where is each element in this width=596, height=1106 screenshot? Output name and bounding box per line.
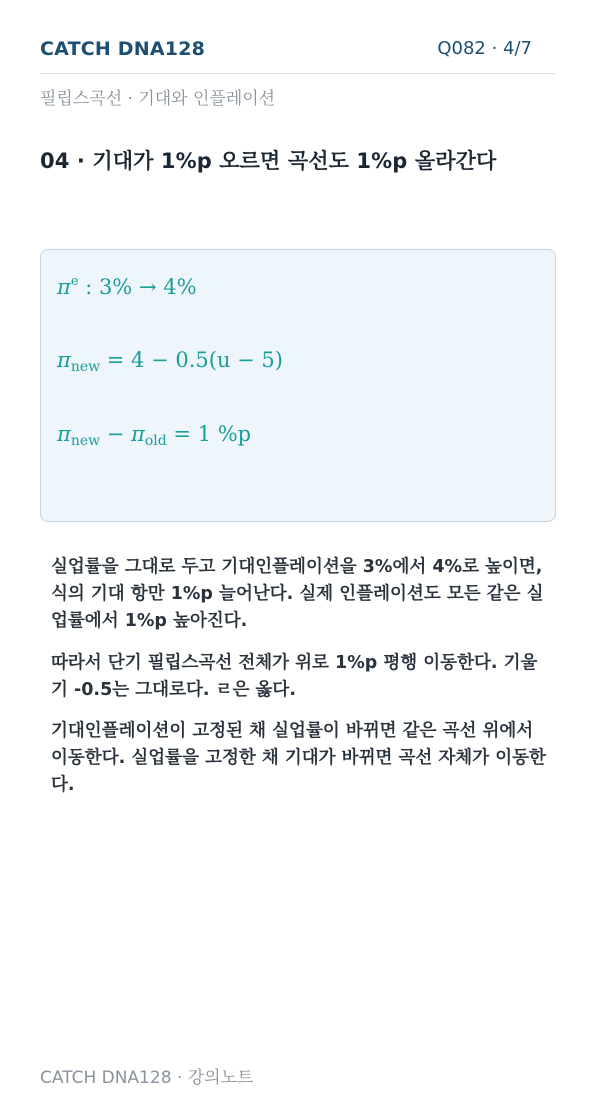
formula-expectation-change — [57, 274, 197, 299]
explanation-paragraph-3: 기대인플레이션이 고정된 채 실업률이 바뀌면 같은 곡선 위에서 이동한다. 실업률을 고정한 채 기대가 바뀌면 곡선 자체가 이동한다. — [51, 721, 546, 795]
formula-text: − — [100, 422, 132, 446]
formula-subscript: new — [70, 433, 101, 449]
formula-text: = 4 − 0.5(u − 5) — [100, 348, 283, 372]
formula-symbol: π — [57, 348, 71, 372]
formula-difference — [57, 422, 251, 449]
page-footer: CATCH DNA128 · 강의노트 — [40, 1068, 254, 1088]
formula-text: = 1 %p — [166, 422, 252, 446]
explanation-paragraph-2: 따라서 단기 필립스곡선 전체가 위로 1%p 평행 이동한다. 기울기 -0.5는 그대로다. ㄹ은 옳다. — [51, 653, 538, 700]
section-subtitle: 필립스곡선 · 기대와 인플레이션 — [40, 89, 276, 109]
formula-text: : 3% → 4% — [78, 275, 197, 299]
formula-box — [40, 249, 556, 522]
formula-symbol: π — [57, 275, 71, 299]
formula-superscript: e — [70, 274, 79, 289]
page-title: 04 · 기대가 1%p 오르면 곡선도 1%p 올라간다 — [40, 149, 497, 173]
formula-new-curve — [57, 348, 283, 375]
formula-subscript: old — [144, 433, 167, 449]
formula-subscript: new — [70, 359, 101, 375]
formula-symbol: π — [131, 422, 145, 446]
brand-title: CATCH DNA128 — [40, 38, 206, 60]
explanation-paragraph-1: 실업률을 그대로 두고 기대인플레이션을 3%에서 4%로 높이면, 식의 기대 항만 1%p 늘어난다. 실제 인플레이션도 모든 같은 실업률에서 1%p 높아진다. — [51, 557, 544, 631]
question-number: Q082 · 4/7 — [437, 38, 532, 59]
formula-symbol: π — [57, 422, 71, 446]
page-header — [40, 36, 556, 74]
